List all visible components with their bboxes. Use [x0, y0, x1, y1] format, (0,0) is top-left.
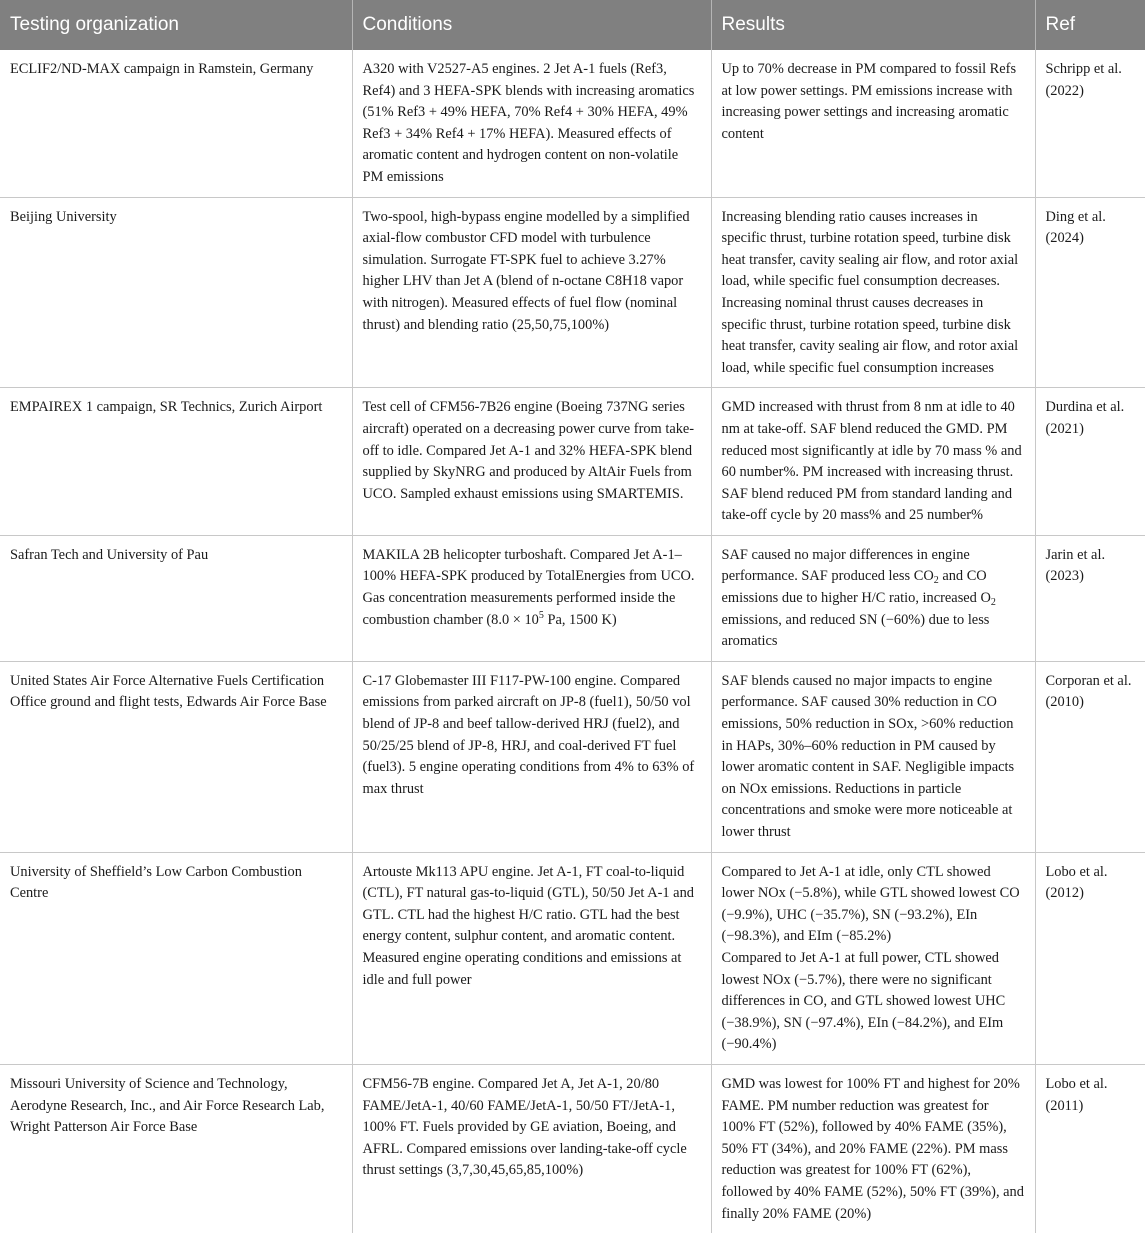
cell-ref: Jarin et al. (2023) — [1035, 535, 1145, 661]
cell-conditions: Two-spool, high-bypass engine modelled by a simplified axial-flow combustor CFD model with turbulence simulation. Surrogate FT-SPK fuel to achieve 3.27% higher LHV than Jet A (blend of n-octane C8H18 vapor with nitrogen). Measured effects of fuel flow (nominal thrust) and blending ratio (25,50,75,100%) — [352, 197, 711, 388]
cell-conditions: Artouste Mk113 APU engine. Jet A-1, FT coal-to-liquid (CTL), FT natural gas-to-liquid (GTL), 50/50 Jet A-1 and GTL. CTL had the highest H/C ratio. GTL had the best energy content, sulphur content, and aromatic content. Measured engine operating conditions and emissions at idle and full power — [352, 852, 711, 1064]
cell-ref: Lobo et al. (2011) — [1045, 1075, 1108, 1114]
cell-results: GMD was lowest for 100% FT and highest for 20% FAME. PM number reduction was greatest for 100% FT (52%), followed by 40% FAME (35%), 50% FT (34%), and 20% FAME (22%). PM mass reduction was greatest for 100% FT (62%), followed by 40% FAME (52%), 50% FT (39%), and finally 20% FAME (20%) — [711, 1064, 1035, 1233]
cell-results: Up to 70% decrease in PM compared to fossil Refs at low power settings. PM emissions increase with increasing power settings and increasing aromatic content — [711, 50, 1035, 197]
cell-organization: Safran Tech and University of Pau — [0, 535, 352, 661]
cell-ref: Corporan et al. (2010) — [1035, 661, 1145, 852]
exponent: 5 — [538, 609, 544, 621]
cell-organization: Missouri University of Science and Technology, Aerodyne Research, Inc., and Air Force Research Lab, Wright Patterson Air Force Base — [0, 1064, 352, 1233]
table-row — [0, 50, 1145, 197]
cell-conditions: Test cell of CFM56-7B26 engine (Boeing 737NG series aircraft) operated on a decreasing power curve from take-off to idle. Compared Jet A-1 and 32% HEFA-SPK blend supplied by SkyNRG and produced by AltAir Fuels from UCO. Sampled exhaust emissions using SMARTEMIS. — [352, 388, 711, 536]
cell-results — [711, 535, 1035, 661]
cell-results: SAF blends caused no major impacts to engine performance. SAF caused 30% reduction in CO emissions, 50% reduction in SOx, >60% reduction in HAPs, 30%–60% reduction in PM caused by lower aromatic content in SAF. Negligible impacts on NOx emissions. Reductions in particle concentrations and smoke were more noticeable at lower thrust — [711, 661, 1035, 852]
table-row — [0, 388, 1145, 536]
results-text: SAF caused no major differences in engine performance. SAF produced less CO — [721, 546, 970, 585]
cell-ref: Durdina et al. (2021) — [1035, 388, 1145, 536]
results-text: emissions, and reduced SN (−60%) due to less aromatics — [721, 611, 990, 650]
header-conditions: Conditions — [352, 0, 711, 50]
cell-organization: ECLIF2/ND-MAX campaign in Ramstein, Germany — [0, 50, 352, 197]
cell-conditions — [352, 535, 711, 661]
header-testing-organization: Testing organization — [0, 0, 352, 50]
header-results: Results — [711, 0, 1035, 50]
header-row — [0, 0, 1145, 50]
conditions-text: Pa, 1500 K) — [543, 611, 617, 628]
results-paragraph: Compared to Jet A-1 at full power, CTL showed lowest NOx (−5.7%), there were no significant differences in CO, and GTL showed lowest UHC (−38.9%), SN (−97.4%), EIn (−84.2%), and EIm (−90.4%) — [721, 949, 1006, 1053]
cell-organization: EMPAIREX 1 campaign, SR Technics, Zurich Airport — [0, 388, 352, 536]
cell-ref: Lobo et al. (2012) — [1035, 852, 1145, 1064]
table-row — [0, 852, 1145, 1064]
subscript: 2 — [990, 597, 996, 609]
cell-organization: Beijing University — [0, 197, 352, 388]
table-row — [0, 197, 1145, 388]
results-paragraph: Compared to Jet A-1 at idle, only CTL showed lower NOx (−5.8%), while GTL showed lowest CO (−9.9%), UHC (−35.7%), SN (−93.2%), EIn (−98.3%), and EIm (−85.2%) — [721, 863, 1020, 945]
cell-results: Increasing blending ratio causes increases in specific thrust, turbine rotation speed, turbine disk heat transfer, cavity sealing air flow, and rotor axial load, while specific fuel consumption decreases. Increasing nominal thrust causes decreases in specific thrust, turbine rotation speed, turbine disk heat transfer, cavity sealing air flow, and rotor axial load, while specific fuel consumption increases — [711, 197, 1035, 388]
cell-conditions: A320 with V2527-A5 engines. 2 Jet A-1 fuels (Ref3, Ref4) and 3 HEFA-SPK blends with increasing aromatics (51% Ref3 + 49% HEFA, 70% Ref4 + 30% HEFA, 49% Ref3 + 34% Ref4 + 17% HEFA). Measured effects of aromatic content and hydrogen content on non-volatile PM emissions — [352, 50, 711, 197]
cell-results — [711, 852, 1035, 1064]
cell-ref: Ding et al. (2024) — [1035, 197, 1145, 388]
table-row — [0, 535, 1145, 661]
header-ref: Ref — [1035, 0, 1145, 50]
cell-organization: United States Air Force Alternative Fuels Certification Office ground and flight tests, Edwards Air Force Base — [0, 661, 352, 852]
table-row — [0, 661, 1145, 852]
cell-conditions: C-17 Globemaster III F117-PW-100 engine. Compared emissions from parked aircraft on JP-8 (fuel1), 50/50 vol blend of JP-8 and beef tallow-derived HRJ (fuel2), and 50/25/25 blend of JP-8, HRJ, and coal-derived FT fuel (fuel3). 5 engine operating conditions from 4% to 63% of max thrust — [352, 661, 711, 852]
subscript: 2 — [933, 575, 939, 587]
results-text: and CO emissions due to higher H/C ratio, increased O — [721, 568, 991, 607]
cell-conditions: CFM56-7B engine. Compared Jet A, Jet A-1, 20/80 FAME/JetA-1, 40/60 FAME/JetA-1, 50/50 FT/JetA-1, 100% FT. Fuels provided by GE aviation, Boeing, and AFRL. Compared emissions over landing-take-off cycle thrust settings (3,7,30,45,65,85,100%) — [352, 1064, 711, 1233]
cell-organization: University of Sheffield’s Low Carbon Combustion Centre — [0, 852, 352, 1064]
cell-results: GMD increased with thrust from 8 nm at idle to 40 nm at take-off. SAF blend reduced the GMD. PM reduced most significantly at idle by 70 mass % and 60 number%. PM increased with increasing thrust. SAF blend reduced PM from standard landing and take-off cycle by 20 mass% and 25 number% — [711, 388, 1035, 536]
cell-ref: Schripp et al. (2022) — [1035, 50, 1145, 197]
table-row — [0, 1064, 1145, 1233]
conditions-text: MAKILA 2B helicopter turboshaft. Compared Jet A-1–100% HEFA-SPK produced by TotalEnergies from UCO. Gas concentration measurements performed inside the combustion chamber (8.0 × 10 — [362, 546, 695, 628]
